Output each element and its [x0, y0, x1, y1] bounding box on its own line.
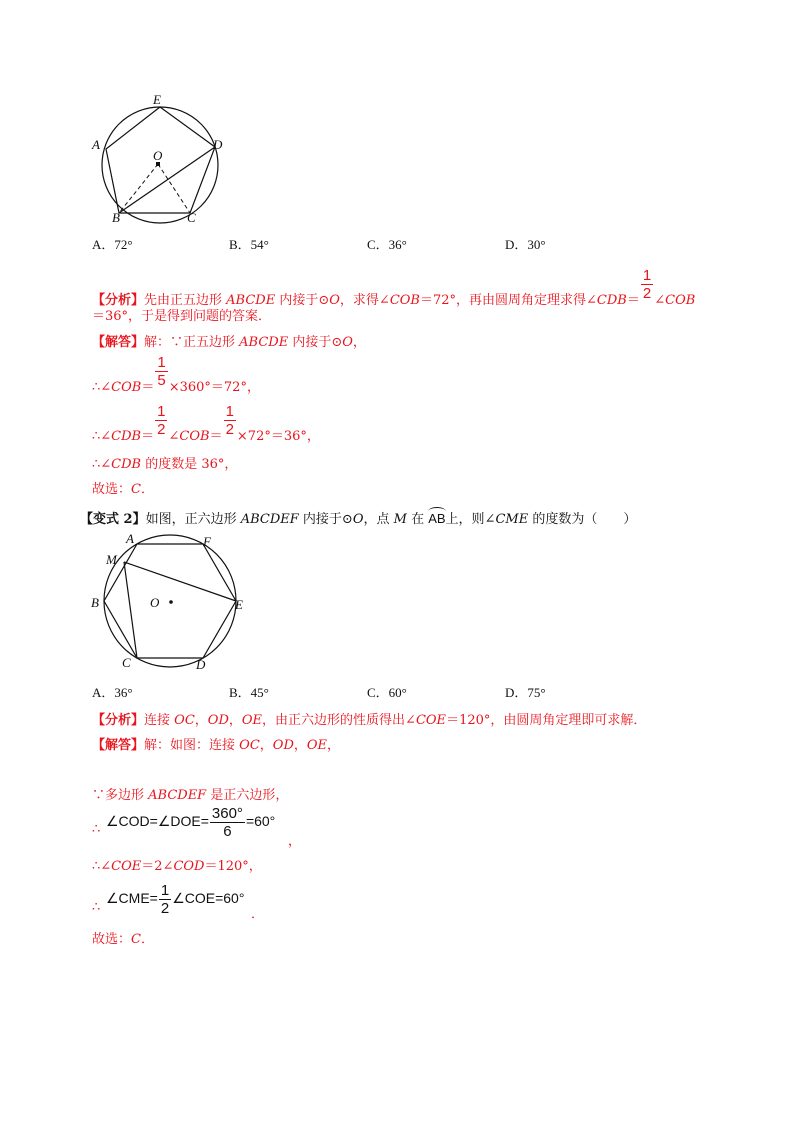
- arc-ab: AB: [428, 507, 445, 526]
- solution2-step4-period: ．: [251, 907, 265, 922]
- solution1-step2: ∴∠CDB＝ $\frac{1}{2}$ ∠COB＝ $\frac{1}{2}$ ×72°＝36°，: [92, 403, 320, 444]
- q1-option-c[interactable]: C．36°: [367, 237, 407, 252]
- label-c: C: [187, 210, 196, 225]
- radius-ob: [119, 164, 158, 213]
- chord-bd: [119, 147, 215, 213]
- solution1-step1: ∴∠COB＝ $\frac{1}{5}$ ×360°＝72°，: [92, 354, 260, 395]
- solution2-choice: 故选：C．: [92, 932, 154, 947]
- solution1-analysis-line2: ＝36°，于是得到问题的答案．: [92, 309, 272, 324]
- solution1-analysis: 【分析】先由正五边形 ABCDE 内接于⊙O，求得∠COB＝72°，再由圆周角定理求得∠CDB＝ $\frac{1}{2}$ ∠COB: [92, 267, 696, 308]
- segment-mc: [124, 562, 137, 658]
- label-b-2: B: [91, 595, 99, 610]
- solution2-step3: ∴∠COE＝2∠COD＝120°，: [92, 859, 262, 874]
- hexagon-figure: [85, 525, 255, 675]
- label-d: D: [213, 137, 223, 152]
- solution2-analysis: 【分析】连接 OC，OD，OE，由正六边形的性质得出∠COE＝120°，由圆周角定理即可求解．: [92, 713, 647, 728]
- label-a-2: A: [126, 531, 134, 546]
- label-m-2: M: [106, 552, 117, 567]
- label-o: O: [153, 148, 163, 163]
- label-a: A: [92, 137, 100, 152]
- solution2-step2: ∠COD=∠DOE= $\frac{360^\circ}{6}$ =60°: [106, 805, 276, 840]
- label-d-2: D: [196, 657, 206, 672]
- solution2-therefore-1: ∴: [92, 822, 101, 837]
- segment-me: [124, 562, 236, 601]
- solution1-choice: 故选：C．: [92, 482, 154, 497]
- q1-option-b[interactable]: B．54°: [229, 237, 269, 252]
- q1-option-d[interactable]: D．30°: [505, 237, 546, 252]
- solution1-answer: 【解答】解：∵正五边形 ABCDE 内接于⊙O，: [92, 335, 366, 350]
- center-dot-2: [169, 600, 173, 604]
- solution2-therefore-2: ∴: [92, 900, 101, 915]
- q2-option-c[interactable]: C．60°: [367, 685, 407, 700]
- label-e: E: [153, 92, 161, 107]
- q2-option-a[interactable]: A．36°: [92, 685, 133, 700]
- solution2-step4: ∠CME= $\frac{1}{2}$ ∠COE=60°: [106, 882, 245, 917]
- label-f-2: F: [203, 534, 211, 549]
- label-e-2: E: [235, 597, 243, 612]
- solution2-step1: ∵多边形 ABCDEF 是正六边形，: [92, 788, 289, 803]
- label-o-2: O: [150, 595, 160, 610]
- label-c-2: C: [122, 655, 131, 670]
- fraction-half: $\frac{1}{2}$: [642, 267, 652, 302]
- pentagon-figure: [80, 90, 240, 230]
- variant2-question: 【变式 2】如图，正六边形 ABCDEF 内接于⊙O，点 M 在 AB上，则∠CME 的度数为（ ）: [80, 507, 636, 527]
- q1-option-a[interactable]: A．72°: [92, 237, 133, 252]
- radius-oc: [158, 164, 190, 213]
- q2-option-d[interactable]: D．75°: [505, 685, 546, 700]
- solution2-step2-comma: ，: [288, 834, 302, 849]
- q2-option-b[interactable]: B．45°: [229, 685, 269, 700]
- solution1-step3: ∴∠CDB 的度数是 36°，: [92, 457, 238, 472]
- solution2-answer: 【解答】解：如图：连接 OC，OD，OE，: [92, 738, 341, 753]
- label-b: B: [112, 210, 120, 225]
